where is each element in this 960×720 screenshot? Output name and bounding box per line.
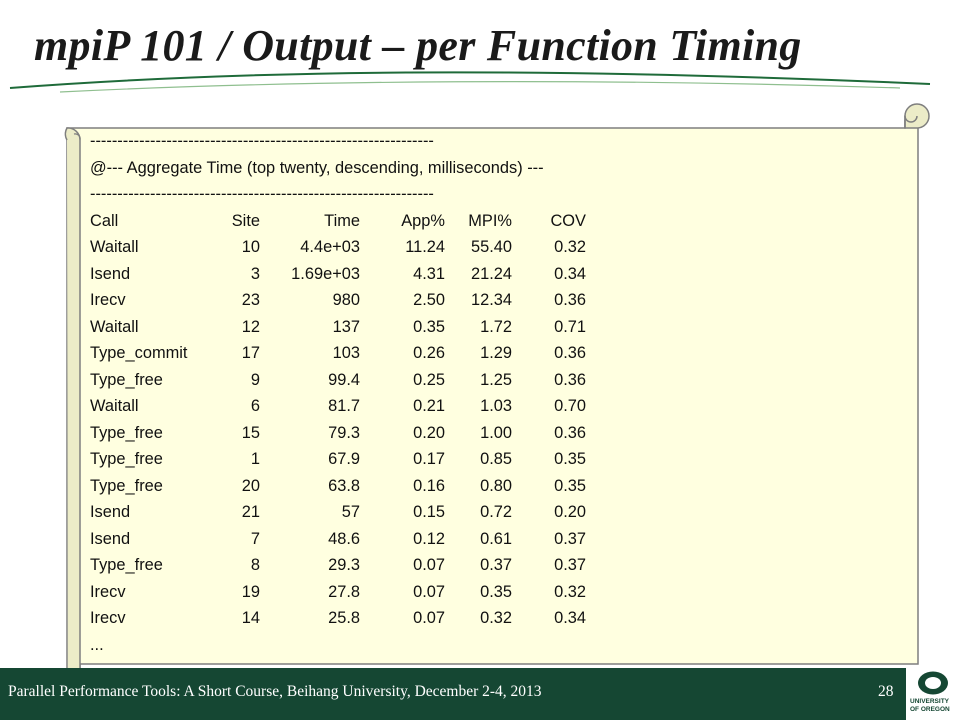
cell-mpi-pct: 0.85	[480, 450, 512, 468]
cell-time: 81.7	[328, 397, 360, 415]
cell-app-pct: 0.17	[413, 450, 445, 468]
cell-time: 57	[341, 503, 360, 521]
table-row	[90, 340, 910, 367]
cell-time: 980	[332, 291, 360, 309]
cell-cov: 0.36	[554, 291, 586, 309]
cell-cov: 0.35	[554, 450, 586, 468]
cell-call: Isend	[90, 529, 131, 548]
cell-mpi-pct: 0.37	[480, 556, 512, 574]
table-row	[90, 499, 910, 526]
column-header-time: Time	[324, 211, 360, 230]
cell-mpi-pct: 1.29	[480, 344, 512, 362]
cell-site: 7	[250, 529, 260, 548]
cell-call: Type_free	[90, 370, 163, 389]
table-row	[90, 367, 910, 394]
cell-mpi-pct: 12.34	[470, 291, 512, 309]
cell-site: 15	[241, 423, 260, 442]
table-row	[90, 526, 910, 553]
cell-time: 29.3	[328, 556, 360, 574]
oregon-o-icon	[916, 670, 950, 696]
cell-app-pct: 11.24	[405, 238, 445, 256]
cell-cov: 0.20	[554, 503, 586, 521]
cell-time: 25.8	[328, 609, 360, 627]
table-row	[90, 261, 910, 288]
table-row	[90, 552, 910, 579]
cell-time: 99.4	[328, 370, 360, 389]
cell-cov: 0.36	[554, 344, 586, 362]
table-row	[90, 314, 910, 341]
cell-call: Isend	[90, 264, 131, 283]
cell-time: 48.6	[328, 529, 360, 548]
cell-mpi-pct: 1.03	[480, 397, 512, 415]
footer-text: Parallel Performance Tools: A Short Course, Beihang University, December 2-4, 2013	[8, 683, 542, 700]
cell-app-pct: 0.12	[413, 529, 445, 548]
cell-time: 137	[332, 317, 360, 336]
cell-mpi-pct: 0.32	[480, 609, 512, 627]
column-header-cov: COV	[550, 211, 586, 230]
cell-cov: 0.71	[554, 317, 586, 336]
cell-mpi-pct: 1.00	[480, 423, 512, 442]
cell-cov: 0.32	[554, 582, 586, 601]
cell-mpi-pct: 0.72	[480, 503, 512, 521]
cell-mpi-pct: 1.72	[480, 317, 512, 336]
timing-rows	[90, 234, 910, 632]
cell-call: Type_free	[90, 556, 163, 574]
section-heading: @--- Aggregate Time (top twenty, descending, milliseconds) ---	[90, 158, 544, 177]
cell-app-pct: 0.07	[413, 609, 445, 627]
cell-cov: 0.37	[554, 556, 586, 574]
table-row	[90, 605, 910, 632]
cell-mpi-pct: 55.40	[470, 238, 512, 256]
table-row	[90, 420, 910, 447]
page-number: 28	[878, 683, 894, 700]
cell-mpi-pct: 1.25	[480, 370, 512, 389]
cell-site: 8	[250, 556, 260, 574]
logo-text-line1: UNIVERSITY	[910, 698, 950, 705]
cell-call: Irecv	[90, 609, 126, 627]
cell-cov: 0.35	[554, 476, 586, 495]
cell-time: 67.9	[328, 450, 360, 468]
cell-cov: 0.34	[554, 609, 586, 627]
table-row	[90, 446, 910, 473]
cell-time: 63.8	[328, 476, 360, 495]
cell-call: Type_commit	[90, 344, 188, 362]
university-logo	[906, 668, 960, 720]
cell-cov: 0.70	[554, 397, 586, 415]
cell-app-pct: 0.35	[413, 317, 445, 336]
cell-call: Type_free	[90, 476, 163, 495]
cell-call: Type_free	[90, 450, 163, 468]
mpip-output-listing	[90, 128, 910, 658]
table-row	[90, 393, 910, 420]
cell-time: 27.8	[328, 582, 360, 601]
separator-rule-bottom: ---------------------------------------------------------------	[90, 185, 434, 203]
cell-app-pct: 0.26	[413, 344, 445, 362]
cell-app-pct: 0.20	[413, 423, 445, 442]
table-row	[90, 287, 910, 314]
cell-mpi-pct: 0.35	[480, 582, 512, 601]
cell-cov: 0.37	[554, 529, 586, 548]
page-title: mpiP 101 / Output – per Function Timing	[34, 21, 802, 70]
column-header-mpi-pct: MPI%	[468, 211, 512, 230]
cell-call: Waitall	[90, 238, 139, 256]
cell-call: Irecv	[90, 291, 126, 309]
cell-app-pct: 0.15	[413, 503, 445, 521]
cell-call: Waitall	[90, 397, 139, 415]
cell-site: 6	[250, 397, 260, 415]
cell-site: 9	[250, 370, 260, 389]
cell-app-pct: 2.50	[413, 291, 445, 309]
cell-mpi-pct: 0.80	[480, 476, 512, 495]
table-row	[90, 579, 910, 606]
cell-site: 19	[241, 582, 260, 601]
cell-site: 14	[241, 609, 260, 627]
cell-app-pct: 0.25	[413, 370, 445, 389]
table-row	[90, 473, 910, 500]
column-header-call: Call	[90, 211, 119, 230]
cell-call: Irecv	[90, 582, 126, 601]
cell-site: 3	[250, 264, 260, 283]
ellipsis: ...	[90, 635, 104, 654]
cell-cov: 0.34	[554, 264, 586, 283]
cell-app-pct: 0.07	[413, 582, 445, 601]
cell-site: 21	[241, 503, 260, 521]
cell-time: 4.4e+03	[300, 238, 360, 256]
cell-site: 10	[241, 238, 260, 256]
column-header-site: Site	[231, 211, 260, 230]
cell-site: 1	[250, 450, 260, 468]
column-header-row	[90, 208, 910, 235]
cell-time: 1.69e+03	[291, 264, 360, 283]
table-row	[90, 234, 910, 261]
cell-mpi-pct: 21.24	[470, 264, 512, 283]
cell-app-pct: 4.31	[413, 264, 445, 283]
cell-call: Isend	[90, 503, 131, 521]
cell-time: 79.3	[328, 423, 360, 442]
cell-site: 17	[241, 344, 260, 362]
cell-time: 103	[332, 344, 360, 362]
cell-site: 12	[241, 317, 260, 336]
cell-app-pct: 0.16	[413, 476, 445, 495]
cell-app-pct: 0.21	[413, 397, 445, 415]
cell-site: 20	[241, 476, 260, 495]
column-header-app-pct: App%	[401, 211, 445, 230]
cell-call: Waitall	[90, 317, 139, 336]
cell-site: 23	[241, 291, 260, 309]
separator-rule-top: ---------------------------------------------------------------	[90, 132, 434, 150]
cell-cov: 0.36	[554, 370, 586, 389]
cell-cov: 0.32	[554, 238, 586, 256]
cell-call: Type_free	[90, 423, 163, 442]
footer-bar	[0, 668, 960, 720]
cell-mpi-pct: 0.61	[480, 529, 512, 548]
logo-text-line2: OF OREGON	[910, 706, 950, 713]
cell-app-pct: 0.07	[413, 556, 445, 574]
cell-cov: 0.36	[554, 423, 586, 442]
